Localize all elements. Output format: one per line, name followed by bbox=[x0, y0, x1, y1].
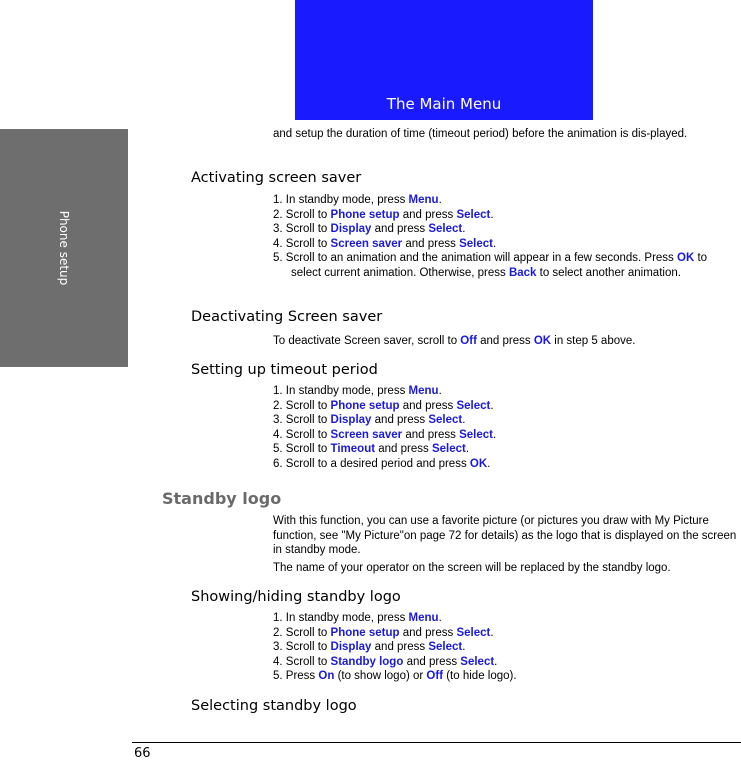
step-item: 5. Press On (to show logo) or Off (to hide logo). bbox=[273, 670, 517, 682]
menu-keyword: Display bbox=[330, 414, 372, 426]
menu-keyword: Select bbox=[428, 223, 463, 235]
menu-keyword: Select bbox=[459, 237, 493, 250]
step-item: 5. Scroll to Timeout and press Select. bbox=[273, 443, 470, 455]
activating-steps bbox=[273, 193, 739, 280]
menu-keyword: Menu bbox=[408, 194, 439, 206]
step-item: 4. Scroll to Standby logo and press Select. bbox=[273, 655, 498, 668]
step-item: 3. Scroll to Display and press Select. bbox=[273, 641, 466, 653]
step-item: 3. Scroll to Display and press Select. bbox=[273, 223, 466, 235]
footer-divider bbox=[132, 742, 741, 743]
menu-keyword: Select bbox=[456, 626, 491, 639]
step-item: 5. Scroll to an animation and the animation will appear in a few seconds. Press OK to select current animation. Otherwise, press Back to select another animation. bbox=[273, 252, 708, 279]
menu-keyword: Select bbox=[431, 443, 466, 455]
step-item: 4. Scroll to Screen saver and press Select. bbox=[273, 428, 497, 441]
menu-keyword: OK bbox=[677, 252, 695, 264]
menu-keyword: Off bbox=[426, 670, 444, 682]
timeout-steps bbox=[273, 384, 739, 471]
standby-logo-paragraph-2: The name of your operator on the screen will be replaced by the standby logo. bbox=[273, 562, 671, 574]
menu-keyword: Screen saver bbox=[330, 428, 403, 441]
menu-keyword: Select bbox=[456, 399, 491, 412]
showing-steps bbox=[273, 611, 739, 684]
step-item: 1. In standby mode, press Menu. bbox=[273, 612, 442, 624]
chapter-label: Phone setup bbox=[57, 210, 71, 286]
menu-keyword: Menu bbox=[408, 385, 439, 397]
intro-paragraph: and setup the duration of time (timeout period) before the animation is dis-played. bbox=[273, 128, 688, 140]
step-item: 6. Scroll to a desired period and press OK. bbox=[273, 457, 491, 470]
menu-keyword: Select bbox=[456, 208, 491, 221]
standby-logo-paragraph-1: With this function, you can use a favorite picture (or pictures you draw with My Picture function, see "My Picture"on page 72 for details) as the logo that is displayed on the screen in standby mode. bbox=[273, 515, 737, 556]
step-item: 1. In standby mode, press Menu. bbox=[273, 194, 442, 206]
heading-selecting: Selecting standby logo bbox=[191, 698, 357, 714]
menu-keyword: Timeout bbox=[330, 443, 376, 455]
menu-keyword: On bbox=[318, 670, 335, 682]
menu-keyword: Phone setup bbox=[330, 399, 400, 412]
menu-keyword: Standby logo bbox=[330, 655, 404, 668]
menu-keyword: Phone setup bbox=[330, 626, 400, 639]
step-item: 2. Scroll to Phone setup and press Select. bbox=[273, 208, 494, 221]
menu-keyword: Screen saver bbox=[330, 237, 403, 250]
menu-keyword: Off bbox=[460, 335, 477, 347]
menu-keyword: Display bbox=[330, 223, 372, 235]
menu-keyword: Menu bbox=[408, 612, 439, 624]
menu-keyword: OK bbox=[533, 335, 552, 347]
page-number: 66 bbox=[134, 746, 151, 761]
heading-standby-logo: Standby logo bbox=[162, 489, 282, 508]
menu-keyword: Select bbox=[459, 428, 493, 441]
chapter-side-tab bbox=[0, 129, 128, 367]
menu-keyword: OK bbox=[469, 457, 488, 470]
step-item: 1. In standby mode, press Menu. bbox=[273, 385, 442, 397]
menu-keyword: Display bbox=[330, 641, 372, 653]
phone-screen-image bbox=[295, 0, 593, 120]
menu-keyword: Select bbox=[460, 655, 495, 668]
heading-timeout: Setting up timeout period bbox=[191, 362, 378, 378]
menu-keyword: Phone setup bbox=[330, 208, 400, 221]
menu-keyword: Back bbox=[508, 266, 537, 279]
step-item: 2. Scroll to Phone setup and press Select. bbox=[273, 626, 494, 639]
step-item: 4. Scroll to Screen saver and press Select. bbox=[273, 237, 497, 250]
step-item: 3. Scroll to Display and press Select. bbox=[273, 414, 466, 426]
menu-keyword: Select bbox=[428, 414, 463, 426]
heading-showing: Showing/hiding standby logo bbox=[191, 589, 401, 605]
step-item: 2. Scroll to Phone setup and press Select. bbox=[273, 399, 494, 412]
deactivating-paragraph: To deactivate Screen saver, scroll to Off and press OK in step 5 above. bbox=[273, 335, 636, 347]
heading-deactivating: Deactivating Screen saver bbox=[191, 309, 383, 325]
menu-keyword: Select bbox=[428, 641, 463, 653]
screen-title: The Main Menu bbox=[386, 95, 502, 113]
heading-activating: Activating screen saver bbox=[191, 170, 362, 186]
